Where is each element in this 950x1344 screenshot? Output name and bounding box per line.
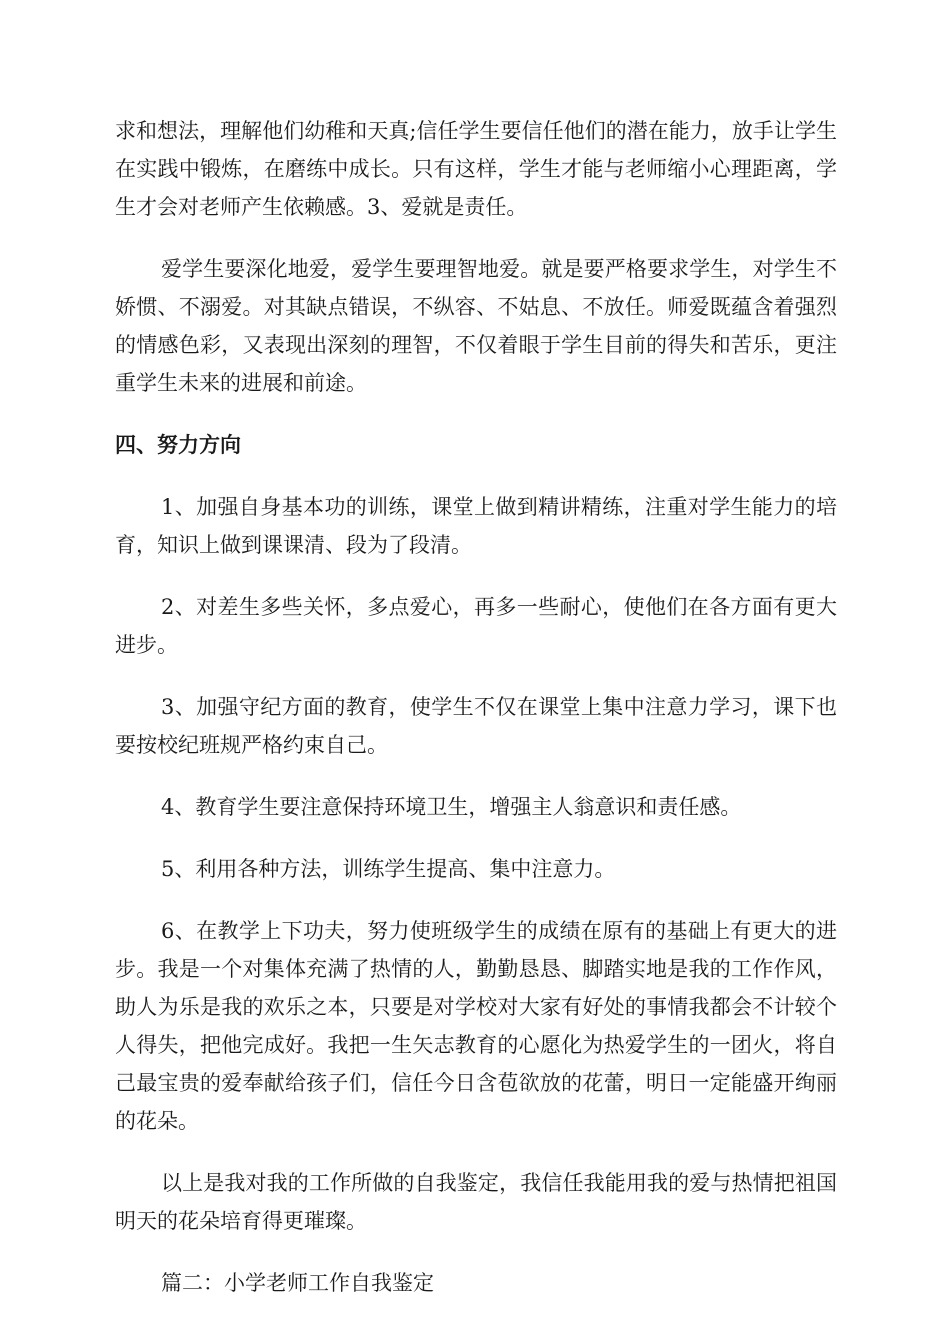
list-item: 1、加强自身基本功的训练，课堂上做到精讲精练，注重对学生能力的培育，知识上做到课课清、段为了段清。 <box>115 495 837 557</box>
list-item: 4、教育学生要注意保持环境卫生，增强主人翁意识和责任感。 <box>161 795 742 819</box>
list-item: 3、加强守纪方面的教育，使学生不仅在课堂上集中注意力学习，课下也要按校纪班规严格约束自己。 <box>115 695 837 757</box>
paragraph-continuation: 求和想法，理解他们幼稚和天真;信任学生要信任他们的潜在能力，放手让学生在实践中锻炼，在磨练中成长。只有这样，学生才能与老师缩小心理距离，学生才会对老师产生依赖感。3、爱就是责任。 <box>115 119 837 219</box>
paragraph-love-rationally: 爱学生要深化地爱，爱学生要理智地爱。就是要严格要求学生，对学生不娇惯、不溺爱。对其缺点错误，不纵容、不姑息、不放任。师爱既蕴含着强烈的情感色彩，又表现出深刻的理智，不仅着眼于学生目前的得失和苦乐，更注重学生未来的进展和前途。 <box>115 257 837 395</box>
list-item: 6、在教学上下功夫，努力使班级学生的成绩在原有的基础上有更大的进步。我是一个对集体充满了热情的人，勤勤恳恳、脚踏实地是我的工作作风，助人为乐是我的欢乐之本，只要是对学校对大家有好处的事情我都会不计较个人得失，把他完成好。我把一生矢志教育的心愿化为热爱学生的一团火，将自己最宝贵的爱奉献给孩子们，信任今日含苞欲放的花蕾，明日一定能盛开绚丽的花朵。 <box>115 919 837 1133</box>
list-item: 5、利用各种方法，训练学生提高、集中注意力。 <box>161 857 616 881</box>
section-heading: 四、努力方向 <box>115 433 241 457</box>
next-article-title: 篇二：小学老师工作自我鉴定 <box>161 1271 434 1295</box>
closing-paragraph: 以上是我对我的工作所做的自我鉴定，我信任我能用我的爱与热情把祖国明天的花朵培育得更璀璨。 <box>115 1171 837 1233</box>
list-item: 2、对差生多些关怀，多点爱心，再多一些耐心，使他们在各方面有更大进步。 <box>115 595 837 657</box>
document-body <box>115 112 837 1326</box>
